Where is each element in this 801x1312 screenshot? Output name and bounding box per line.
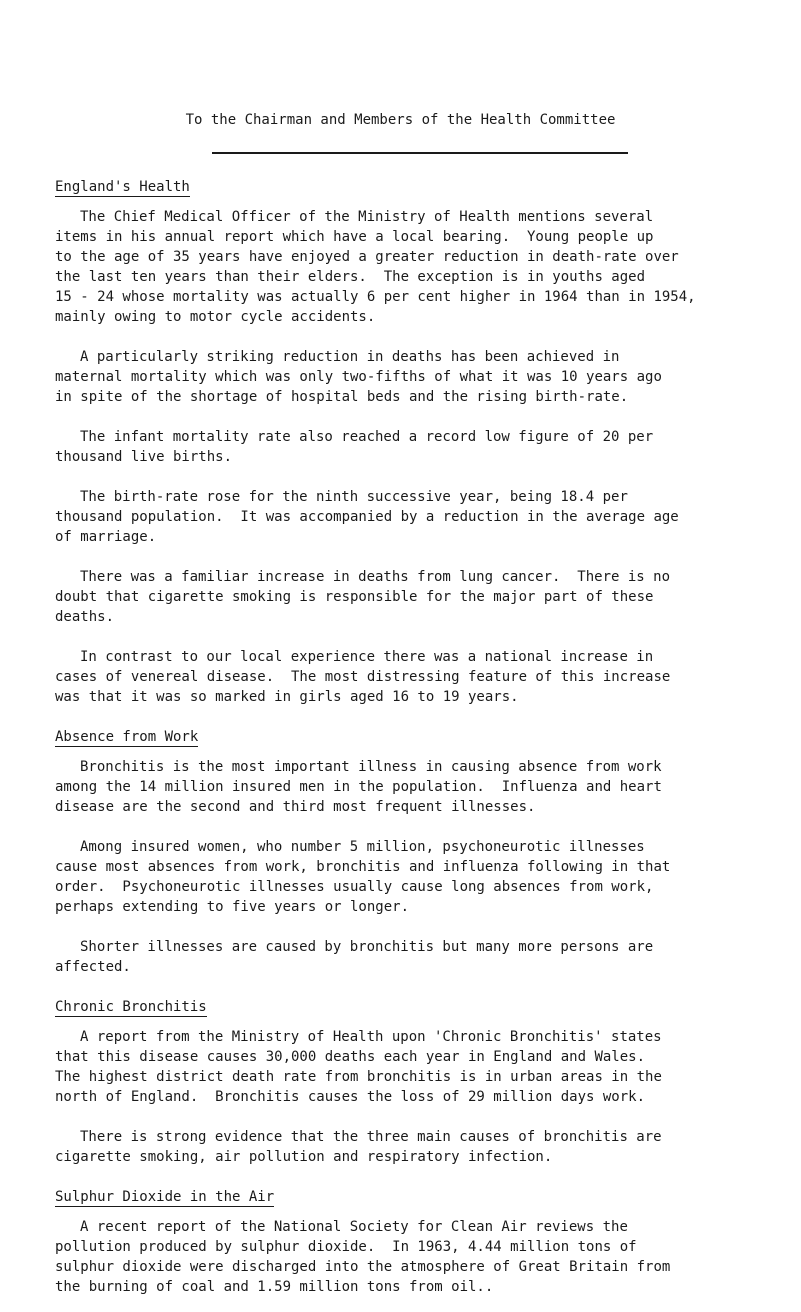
- paragraph: [55, 837, 775, 917]
- text-line: thousand live births.: [55, 449, 233, 465]
- document-body: [55, 177, 775, 1312]
- text-line: The Chief Medical Officer of the Ministry of Health mentions several: [80, 209, 654, 225]
- text-line: pollution produced by sulphur dioxide. In 1963, 4.44 million tons of: [55, 1239, 637, 1255]
- text-line: sulphur dioxide were discharged into the atmosphere of Great Britain from: [55, 1259, 671, 1275]
- text-line: the burning of coal and 1.59 million tons from oil..: [55, 1279, 494, 1295]
- section-heading: Absence from Work: [55, 729, 199, 745]
- text-line: was that it was so marked in girls aged 16 to 19 years.: [55, 689, 519, 705]
- text-line: items in his annual report which have a local bearing. Young people up: [55, 229, 654, 245]
- text-line: thousand population. It was accompanied by a reduction in the average age: [55, 509, 679, 525]
- section-absence-from-work: [55, 727, 775, 977]
- paragraph: [55, 1027, 775, 1107]
- text-line: cigarette smoking, air pollution and respiratory infection.: [55, 1149, 553, 1165]
- text-line: mainly owing to motor cycle accidents.: [55, 309, 376, 325]
- text-line: of marriage.: [55, 529, 157, 545]
- section-sulphur-dioxide: [55, 1187, 775, 1297]
- paragraph: [55, 937, 775, 977]
- paragraph: [55, 427, 775, 467]
- text-line: perhaps extending to five years or longer.: [55, 899, 410, 915]
- text-line: maternal mortality which was only two-fifths of what it was 10 years ago: [55, 369, 662, 385]
- title-underline: [212, 152, 628, 154]
- text-line: Among insured women, who number 5 million, psychoneurotic illnesses: [80, 839, 645, 855]
- text-line: There is strong evidence that the three main causes of bronchitis are: [80, 1129, 662, 1145]
- text-line: that this disease causes 30,000 deaths each year in England and Wales.: [55, 1049, 646, 1065]
- section-englands-health: [55, 177, 775, 707]
- paragraph: [55, 1127, 775, 1167]
- paragraph: [55, 647, 775, 707]
- section-chronic-bronchitis: [55, 997, 775, 1167]
- paragraph: [55, 1217, 775, 1297]
- text-line: cause most absences from work, bronchitis and influenza following in that: [55, 859, 671, 875]
- text-line: disease are the second and third most frequent illnesses.: [55, 799, 536, 815]
- text-line: 15 - 24 whose mortality was actually 6 per cent higher in 1964 than in 1954,: [55, 289, 696, 305]
- text-line: In contrast to our local experience there was a national increase in: [80, 649, 654, 665]
- paragraph: [55, 347, 775, 407]
- text-line: deaths.: [55, 609, 115, 625]
- text-line: order. Psychoneurotic illnesses usually cause long absences from work,: [55, 879, 654, 895]
- text-line: north of England. Bronchitis causes the loss of 29 million days work.: [55, 1089, 646, 1105]
- text-line: in spite of the shortage of hospital beds and the rising birth-rate.: [55, 389, 629, 405]
- text-line: doubt that cigarette smoking is responsible for the major part of these: [55, 589, 654, 605]
- text-line: A particularly striking reduction in deaths has been achieved in: [80, 349, 620, 365]
- text-line: There was a familiar increase in deaths from lung cancer. There is no: [80, 569, 671, 585]
- section-heading: Chronic Bronchitis: [55, 999, 207, 1015]
- text-line: to the age of 35 years have enjoyed a greater reduction in death-rate over: [55, 249, 679, 265]
- paragraph: [55, 207, 775, 327]
- text-line: A report from the Ministry of Health upon 'Chronic Bronchitis' states: [80, 1029, 662, 1045]
- paragraph: [55, 567, 775, 627]
- section-heading: Sulphur Dioxide in the Air: [55, 1189, 275, 1205]
- paragraph: [55, 757, 775, 817]
- text-line: The infant mortality rate also reached a record low figure of 20 per: [80, 429, 654, 445]
- text-line: The highest district death rate from bronchitis is in urban areas in the: [55, 1069, 662, 1085]
- text-line: The birth-rate rose for the ninth successive year, being 18.4 per: [80, 489, 628, 505]
- text-line: Bronchitis is the most important illness in causing absence from work: [80, 759, 662, 775]
- text-line: A recent report of the National Society for Clean Air reviews the: [80, 1219, 628, 1235]
- text-line: cases of venereal disease. The most distressing feature of this increase: [55, 669, 671, 685]
- section-heading: England's Health: [55, 179, 190, 195]
- paragraph: [55, 487, 775, 547]
- text-line: Shorter illnesses are caused by bronchitis but many more persons are: [80, 939, 654, 955]
- text-line: among the 14 million insured men in the population. Influenza and heart: [55, 779, 662, 795]
- text-line: the last ten years than their elders. The exception is in youths aged: [55, 269, 646, 285]
- text-line: affected.: [55, 959, 131, 975]
- document-title: To the Chairman and Members of the Health Committee: [185, 112, 616, 128]
